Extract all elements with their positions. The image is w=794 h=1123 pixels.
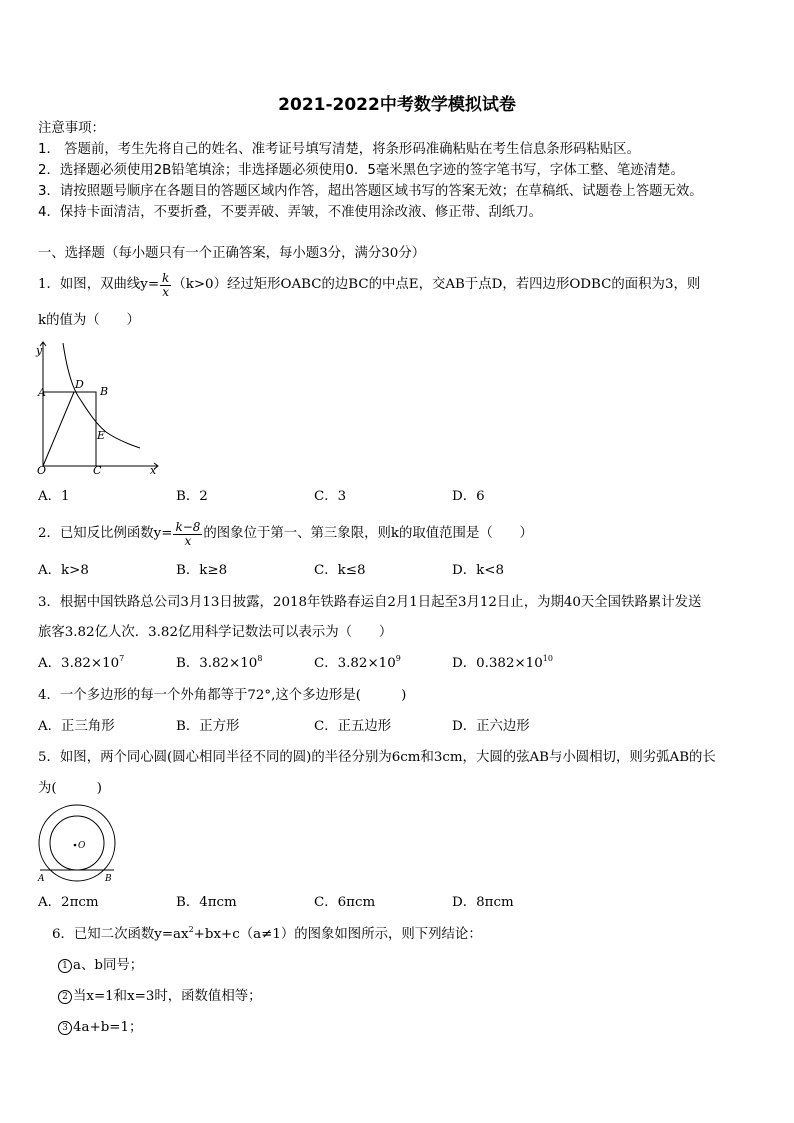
note-item-4: 4．保持卡面清洁，不要折叠，不要弄破、弄皱，不准使用涂改液、修正带、刮纸刀。: [38, 205, 542, 220]
q6-statement-1-text: a、b同号；: [73, 958, 144, 973]
q1-fraction: [160, 272, 171, 299]
label-c: C: [93, 464, 102, 477]
label-y: y: [36, 344, 43, 357]
paper-title: 2021-2022中考数学模拟试卷: [278, 95, 516, 115]
q1-text-post: （k>0）经过矩形OABC的边BC的中点E，交AB于点D，若四边形ODBC的面积为3，则: [172, 277, 701, 292]
q6-statement-1: [58, 958, 143, 974]
question-3-line2: 旅客3.82亿人次．3.82亿用科学记数法可以表示为（ ）: [38, 625, 393, 640]
question-1-stem: [38, 270, 700, 300]
label-b: B: [100, 385, 109, 398]
q2-option-c[interactable]: C．k≤8: [314, 563, 366, 578]
q3-option-c[interactable]: [314, 656, 401, 672]
q1-option-b[interactable]: B．2: [176, 489, 208, 504]
q3-option-a-base: A．3.82×10: [38, 656, 120, 671]
q5-option-a[interactable]: A．2πcm: [38, 895, 99, 910]
q2-option-b[interactable]: B．k≥8: [176, 563, 228, 578]
q1-frac-num: k: [162, 270, 170, 285]
q3-option-b-exp: 8: [257, 654, 263, 663]
circled-number-2: 2: [58, 990, 72, 1004]
q3-option-d-base: D．0.382×10: [452, 656, 543, 671]
q6-statement-2: [58, 989, 262, 1005]
q2-text-pre: 2．已知反比例函数y=: [38, 526, 173, 541]
q1-option-a[interactable]: A．1: [38, 489, 70, 504]
q2-fraction: [173, 521, 202, 548]
question-5-line1: 5．如图，两个同心圆(圆心相同半径不同的圆)的半径分别为6cm和3cm，大圆的弦AB与小圆相切，则劣弧AB的长: [38, 750, 716, 765]
q2-frac-num: k−8: [175, 519, 201, 534]
section-heading: 一、选择题（每小题只有一个正确答案，每小题3分，满分30分）: [38, 246, 426, 261]
notes-heading: 注意事项：: [38, 121, 105, 136]
q4-option-b[interactable]: B．正方形: [176, 719, 240, 734]
q3-option-b[interactable]: [176, 656, 262, 672]
q5-figure-concentric-circles: [32, 803, 124, 887]
q6-sup: 2: [188, 925, 194, 934]
q3-option-d-exp: 10: [542, 654, 553, 663]
question-4-stem: 4．一个多边形的每一个外角都等于72°,这个多边形是( ): [38, 688, 407, 703]
note-item-1: 1． 答题前，考生先将自己的姓名、准考证号填写清楚，将条形码准确粘贴在考生信息条形码粘贴区。: [38, 142, 640, 157]
q6-text-post: +bx+c（a≠1）的图象如图所示，则下列结论：: [193, 927, 482, 942]
question-5-line2: 为( ): [38, 781, 103, 796]
q2-option-a[interactable]: A．k>8: [38, 563, 89, 578]
q1-option-d[interactable]: D．6: [452, 489, 485, 504]
q3-option-a-exp: 7: [119, 654, 125, 663]
q3-option-a[interactable]: [38, 656, 124, 672]
label-a: A: [38, 874, 45, 884]
q6-statement-3: [58, 1020, 142, 1036]
label-o: O: [37, 464, 47, 477]
q5-option-d[interactable]: D．8πcm: [452, 895, 514, 910]
q3-option-d[interactable]: [452, 656, 553, 672]
circled-number-3: 3: [58, 1021, 72, 1035]
note-item-2: 2．选择题必须使用2B铅笔填涂；非选择题必须使用0．5毫米黑色字迹的签字笔书写，字体工整、笔迹清楚。: [38, 163, 684, 178]
q1-option-c[interactable]: C．3: [314, 489, 347, 504]
q2-option-d[interactable]: D．k<8: [452, 563, 504, 578]
q1-text-pre: 1．如图，双曲线y=: [38, 277, 160, 292]
q6-statement-2-text: 当x=1和x=3时，函数值相等；: [73, 989, 262, 1004]
question-6-stem: [52, 927, 482, 943]
q3-option-c-exp: 9: [395, 654, 401, 663]
label-b: B: [105, 874, 112, 884]
label-e: E: [97, 429, 106, 442]
question-2-stem: [38, 518, 533, 550]
question-3-line1: 3．根据中国铁路总公司3月13日披露，2018年铁路春运自2月1日起至3月12日止，为期40天全国铁路累计发送: [38, 595, 702, 610]
q4-option-d[interactable]: D．正六边形: [452, 719, 530, 734]
center-point: [74, 844, 77, 847]
label-x: x: [150, 464, 157, 477]
q3-option-b-base: B．3.82×10: [176, 656, 258, 671]
q5-option-c[interactable]: C．6πcm: [314, 895, 376, 910]
q6-statement-3-text: 4a+b=1；: [73, 1020, 143, 1035]
label-o: O: [78, 841, 86, 851]
label-a: A: [38, 386, 46, 399]
q1-frac-den: x: [162, 284, 170, 299]
label-d: D: [75, 378, 84, 391]
segment-od: [43, 392, 74, 466]
circled-number-1: 1: [58, 959, 72, 973]
question-1-line2: k的值为（ ）: [38, 313, 140, 328]
q4-option-c[interactable]: C．正五边形: [314, 719, 392, 734]
q3-option-c-base: C．3.82×10: [314, 656, 396, 671]
q4-option-a[interactable]: A．正三角形: [38, 719, 115, 734]
q1-figure-hyperbola-rectangle: [34, 340, 169, 478]
note-item-3: 3．请按照题号顺序在各题目的答题区域内作答，超出答题区域书写的答案无效；在草稿纸、试题卷上答题无效。: [38, 184, 703, 199]
q2-text-post: 的图象位于第一、第三象限，则k的取值范围是（ ）: [203, 526, 533, 541]
small-circle: [50, 816, 104, 870]
q2-frac-den: x: [184, 533, 192, 548]
q6-text-pre: 6．已知二次函数y=ax: [52, 927, 189, 942]
q5-option-b[interactable]: B．4πcm: [176, 895, 237, 910]
